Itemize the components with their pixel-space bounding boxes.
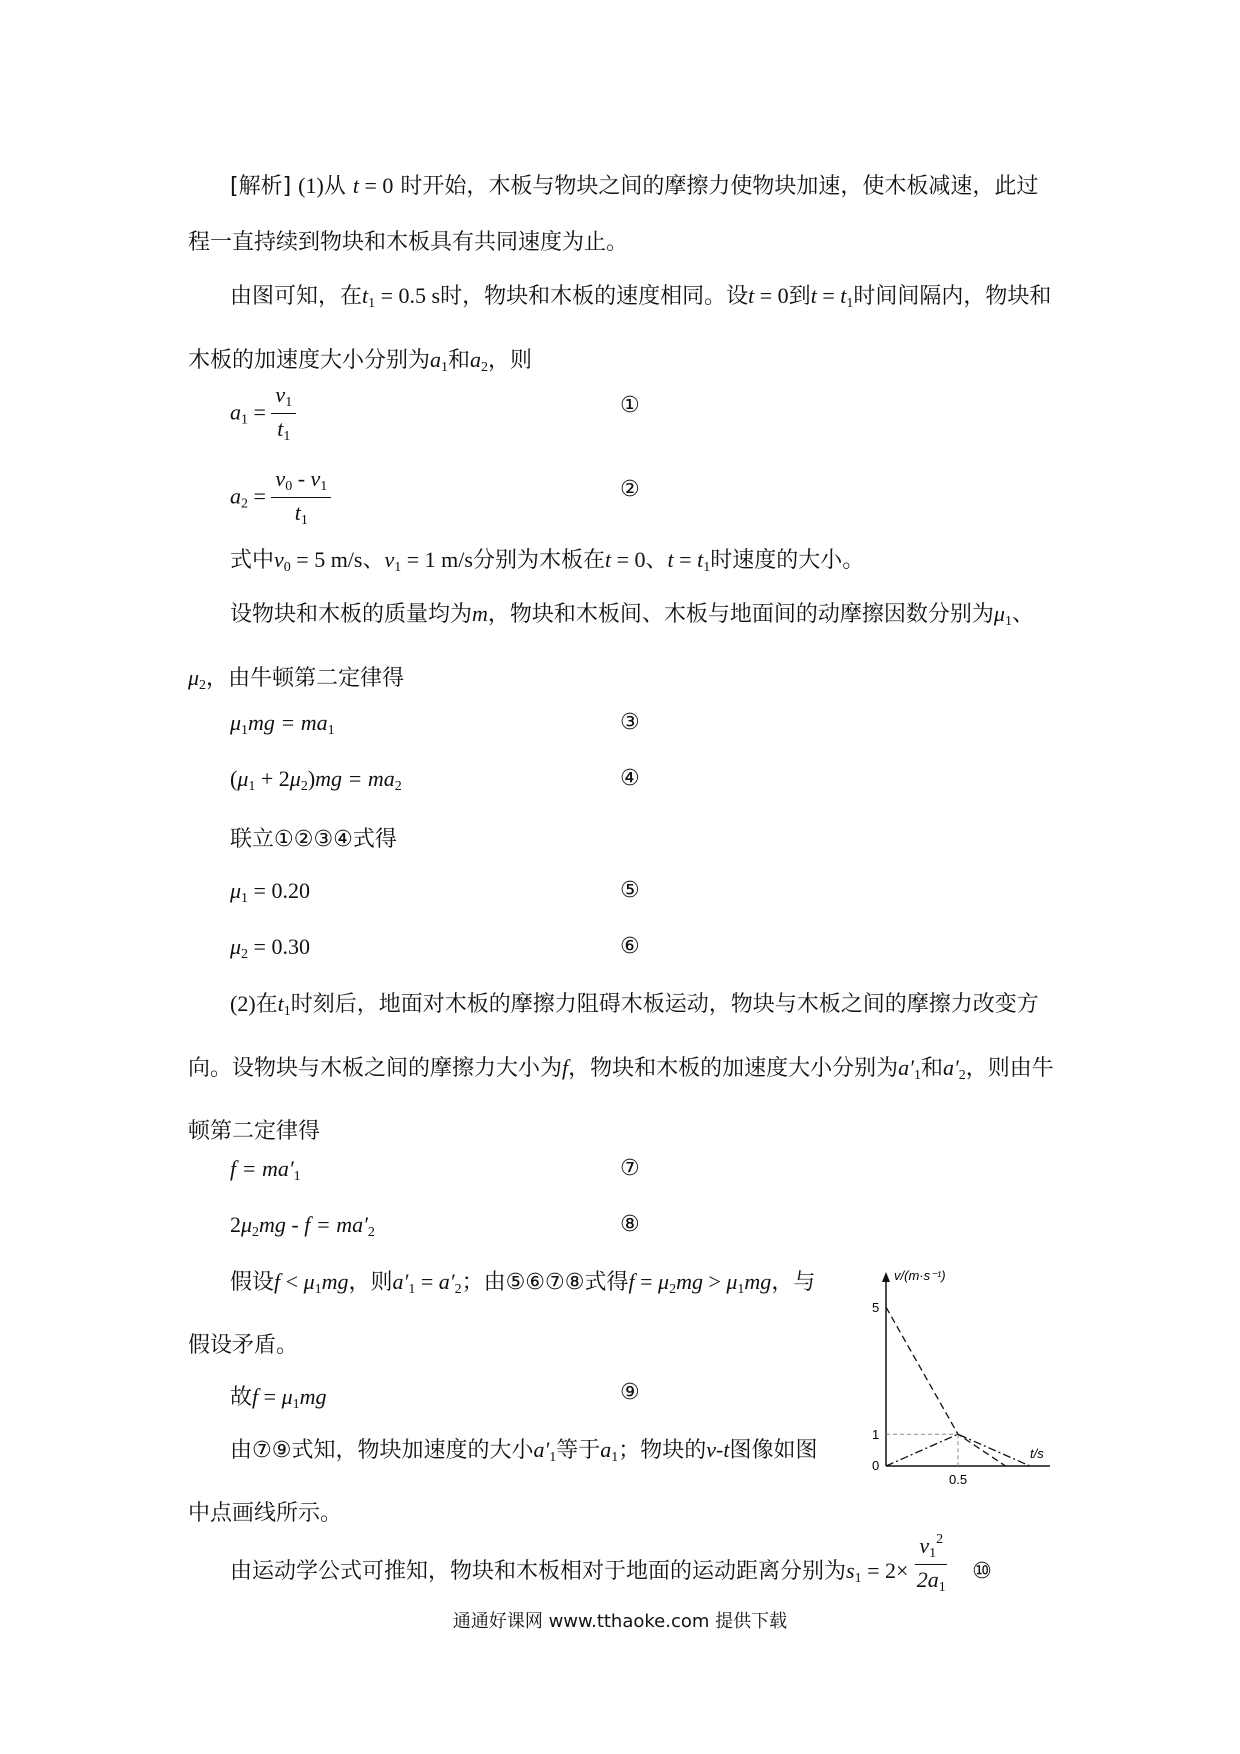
equation-3: $\mu_1mg = ma_1$ [230,710,335,738]
equation-1: $a_1$ = $\frac{v_1}{t_1}$ [230,382,296,445]
equation-number-7: ⑦ [620,1156,640,1181]
solution-paragraph-9: 由运动学公式可推知，物块和木板相对于地面的运动距离分别为$s_1 = 2\times$ $\frac{v_1^2}{2a_1}$ ⑩ [230,1532,992,1595]
solution-paragraph-8: 由⑦⑨式知，物块加速度的大小$a'_1$等于$a_1$；物块的v-t图像如图中点画线所示。 [188,1437,818,1526]
equation-number-3: ③ [620,710,640,735]
fraction: $\frac{v_0 - v_1}{t_1}$ [271,466,331,529]
fraction: $\frac{v_1}{t_1}$ [271,382,296,445]
x-axis-label: t/s [1030,1446,1044,1461]
fraction: $\frac{v_1^2}{2a_1}$ [916,1532,946,1595]
equation-8: $2\mu_2mg - f = ma'_2$ [230,1212,375,1240]
equation-9: 故$f = \mu_1mg$ [230,1384,327,1412]
equation-7: $f = ma'_1$ [230,1156,301,1184]
solution-paragraph-1: [解析] (1)从 t = 0 时开始，木板与物块之间的摩擦力使物块加速，使木板减速，此过程一直持续到物块和木板具有共同速度为止。 [188,173,1039,255]
solution-tag: [解析] [230,174,292,199]
equation-number-5: ⑤ [620,878,640,903]
equation-number-1: ① [620,393,640,418]
solution-paragraph-6: (2)在$t_1$时刻后，地面对木板的摩擦力阻碍木板运动，物块与木板之间的摩擦力改变方向。设物块与木板之间的摩擦力大小为f，物块和木板的加速度大小分别为$a'_1$和$a'_2$，则由牛顿第二定律得 [188,991,1054,1144]
solution-paragraph-3: 式中$v_0 = 5$ m/s、$v_1 = 1$ m/s分别为木板在t = 0、$t = t_1$时速度的大小。 [230,547,865,575]
equation-5: $\mu_1 = 0.20$ [230,878,310,906]
equation-number-9: ⑨ [620,1380,640,1405]
equation-number-4: ④ [620,766,640,791]
y-axis-label: v/(m·s⁻¹) [894,1268,946,1283]
page-footer: 通通好课网 www.tthaoke.com 提供下载 [452,1611,788,1632]
equation-number-10: ⑩ [972,1559,992,1584]
solution-paragraph-5: 联立①②③④式得 [230,827,397,852]
vt-graph [860,1268,1060,1487]
solution-paragraph-2: 由图可知，在$t_1 = 0.5$ s时，物块和木板的速度相同。设t = 0到$t = t_1$时间间隔内，物块和木板的加速度大小分别为$a_1$和$a_2$，则 [188,283,1052,375]
equation-number-6: ⑥ [620,934,640,959]
origin-label: 0 [872,1458,880,1473]
equation-number-2: ② [620,477,640,502]
y-tick-label-1: 1 [872,1427,880,1443]
equation-number-8: ⑧ [620,1212,640,1237]
y-tick-label-5: 5 [872,1300,880,1316]
solution-paragraph-7: 假设$f < \mu_1mg$，则$a'_1 = a'_2$；由⑤⑥⑦⑧式得$f = \mu_2mg > \mu_1mg$，与假设矛盾。 [188,1269,816,1358]
equation-2: $a_2$ = $\frac{v_0 - v_1}{t_1}$ [230,466,331,529]
board-velocity-line [886,1307,1006,1466]
equation-4: $(\mu_1 + 2\mu_2)mg = ma_2$ [230,766,402,794]
solution-paragraph-4: 设物块和木板的质量均为m，物块和木板间、木板与地面间的动摩擦因数分别为$\mu_1$、$\mu_2$，由牛顿第二定律得 [188,601,1034,693]
y-axis-arrow [882,1272,890,1282]
equation-6: $\mu_2 = 0.30$ [230,934,310,962]
x-tick-label-0.5: 0.5 [949,1472,968,1487]
